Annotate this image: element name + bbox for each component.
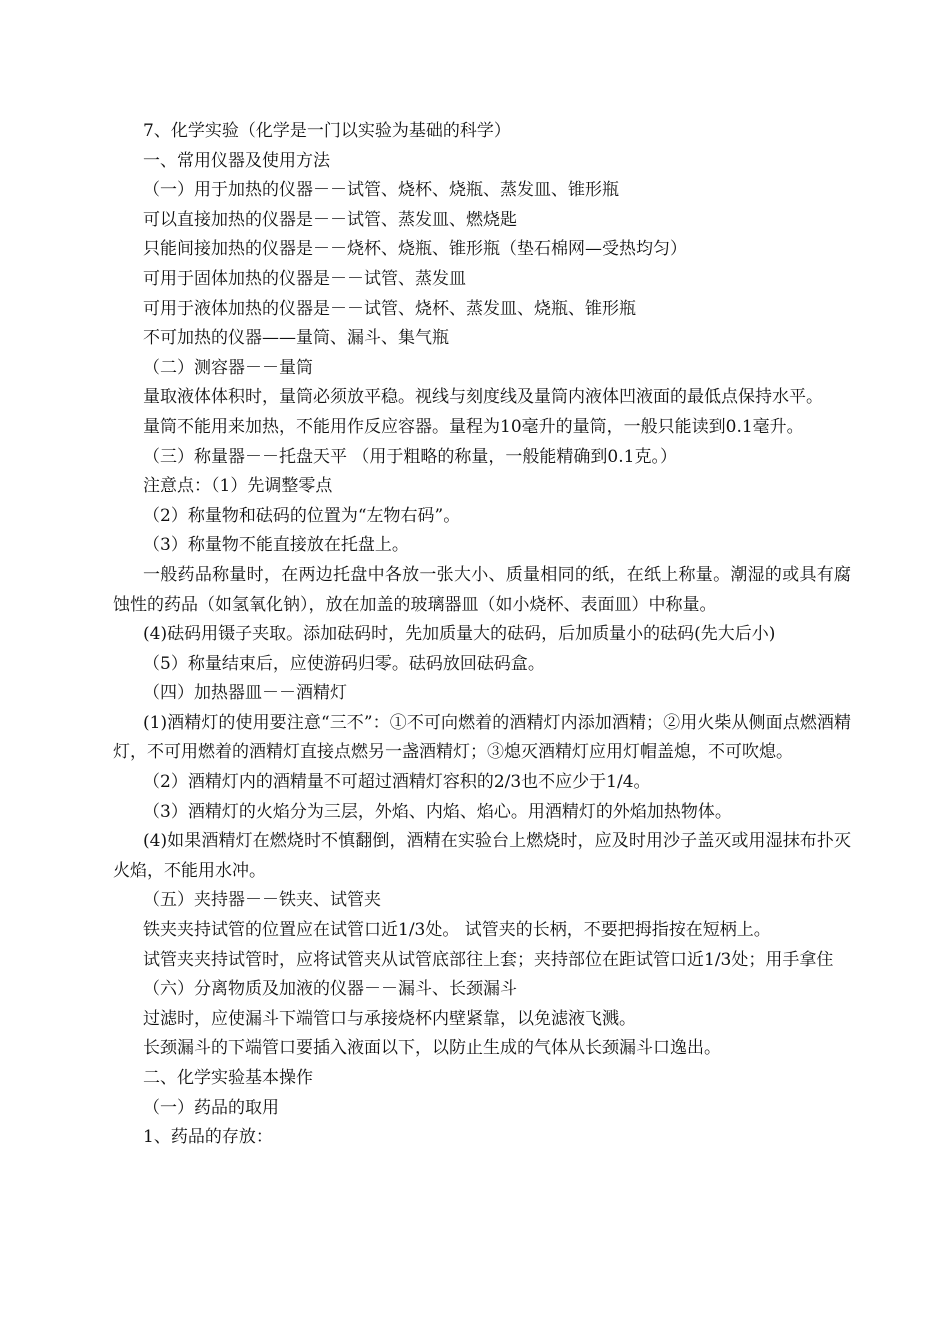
- subsection-clamps: （五）夹持器－－铁夹、试管夹: [143, 890, 381, 911]
- paragraph: 1、药品的存放：: [143, 1127, 273, 1148]
- paragraph: 可用于固体加热的仪器是－－试管、蒸发皿: [143, 268, 466, 289]
- paragraph: (1)酒精灯的使用要注意“三不”：①不可向燃着的酒精灯内添加酒精；②用火柴从侧面点燃酒精灯，不可用燃着的酒精灯直接点燃另一盏酒精灯；③熄灭酒精灯应用灯帽盖熄，不可吹熄。: [113, 712, 851, 763]
- paragraph: （3）酒精灯的火焰分为三层，外焰、内焰、焰心。用酒精灯的外焰加热物体。: [143, 801, 732, 822]
- paragraph: 量筒不能用来加热，不能用作反应容器。量程为10毫升的量筒，一般只能读到0.1毫升。: [143, 416, 804, 437]
- paragraph: (4)如果酒精灯在燃烧时不慎翻倒，酒精在实验台上燃烧时，应及时用沙子盖灭或用湿抹布扑灭火焰，不能用水冲。: [113, 831, 851, 881]
- paragraph: 注意点：（1）先调整零点: [143, 476, 333, 497]
- subsection-alcohol-lamp: （四）加热器皿－－酒精灯: [143, 683, 347, 704]
- paragraph: 量取液体体积时，量筒必须放平稳。视线与刻度线及量筒内液体凹液面的最低点保持水平。: [143, 387, 823, 408]
- subsection-balance: （三）称量器－－托盘天平 （用于粗略的称量，一般能精确到0.1克。）: [143, 446, 677, 467]
- paragraph: 过滤时，应使漏斗下端管口与承接烧杯内壁紧靠，以免滤液飞溅。: [143, 1008, 636, 1029]
- paragraph: 只能间接加热的仪器是－－烧杯、烧瓶、锥形瓶（垫石棉网—受热均匀）: [143, 239, 687, 260]
- paragraph: 可用于液体加热的仪器是－－试管、烧杯、蒸发皿、烧瓶、锥形瓶: [143, 298, 636, 319]
- subsection-measuring-container: （二）测容器－－量筒: [143, 357, 313, 378]
- paragraph: 一般药品称量时，在两边托盘中各放一张大小、质量相同的纸，在纸上称量。潮湿的或具有腐蚀性的药品（如氢氧化钠），放在加盖的玻璃器皿（如小烧杯、表面皿）中称量。: [113, 564, 851, 615]
- subsection-funnels: （六）分离物质及加液的仪器－－漏斗、长颈漏斗: [143, 979, 517, 1000]
- section-heading-basic-operations: 二、化学实验基本操作: [143, 1068, 313, 1088]
- subsection-taking-reagents: （一）药品的取用: [143, 1097, 279, 1118]
- paragraph: 可以直接加热的仪器是－－试管、蒸发皿、燃烧匙: [143, 209, 517, 230]
- section-heading-instruments: 一、常用仪器及使用方法: [143, 150, 330, 171]
- paragraph: （3）称量物不能直接放在托盘上。: [143, 535, 409, 556]
- paragraph: 试管夹夹持试管时，应将试管夹从试管底部往上套；夹持部位在距试管口近1/3处；用手拿住: [143, 949, 834, 970]
- paragraph: （5）称量结束后，应使游码归零。砝码放回砝码盒。: [143, 653, 545, 674]
- paragraph: 长颈漏斗的下端管口要插入液面以下，以防止生成的气体从长颈漏斗口逸出。: [143, 1038, 721, 1059]
- paragraph: （2）称量物和砝码的位置为“左物右码”。: [143, 505, 461, 526]
- paragraph: 铁夹夹持试管的位置应在试管口近1/3处。 试管夹的长柄，不要把拇指按在短柄上。: [143, 920, 771, 941]
- paragraph: 不可加热的仪器——量筒、漏斗、集气瓶: [143, 328, 449, 349]
- paragraph: (4)砝码用镊子夹取。添加砝码时，先加质量大的砝码，后加质量小的砝码(先大后小): [143, 624, 776, 645]
- heading-chemistry-experiment: 7、化学实验（化学是一门以实验为基础的科学）: [143, 121, 511, 141]
- subsection-heating-instruments: （一）用于加热的仪器－－试管、烧杯、烧瓶、蒸发皿、锥形瓶: [143, 180, 619, 201]
- document-body: [113, 117, 851, 1153]
- paragraph: （2）酒精灯内的酒精量不可超过酒精灯容积的2/3也不应少于1/4。: [143, 772, 651, 793]
